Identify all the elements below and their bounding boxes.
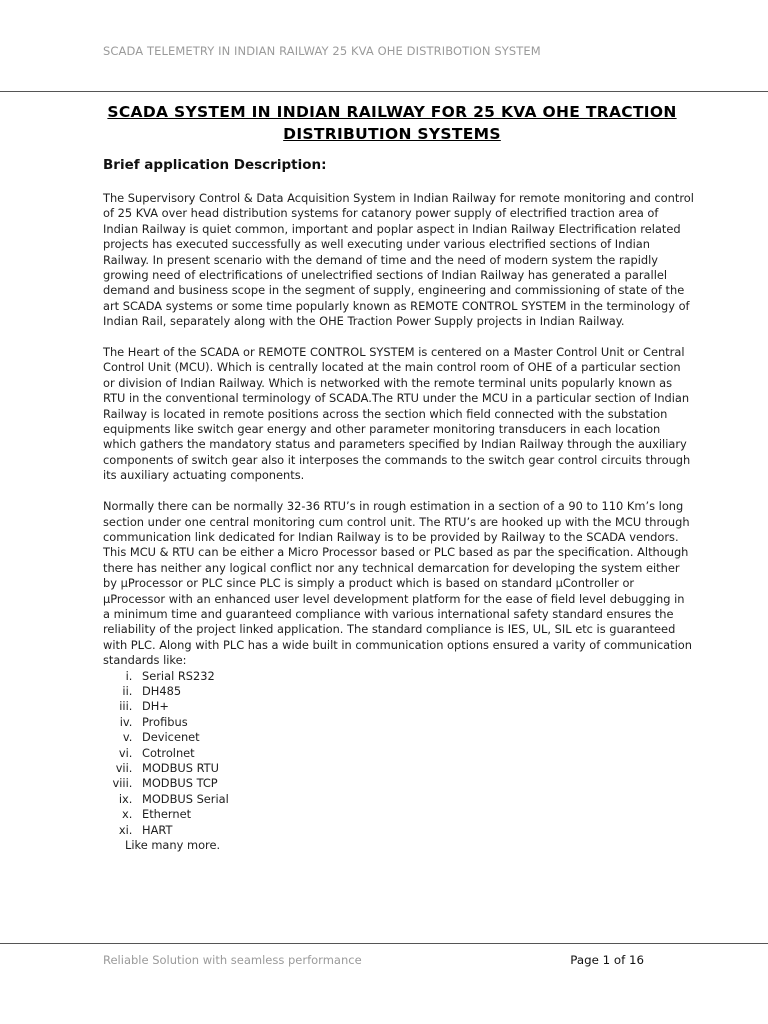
list-item: vi. Cotrolnet [136,746,695,761]
list-item: iii. DH+ [136,699,695,714]
list-item: xi. HART [136,823,695,838]
list-item: iv. Profibus [136,715,695,730]
list-item: ii. DH485 [136,684,695,699]
section-heading: Brief application Description: [103,157,327,173]
list-item: x. Ethernet [136,807,695,822]
page-number: Page 1 of 16 [570,953,644,967]
list-item: v. Devicenet [136,730,695,745]
page-header: SCADA TELEMETRY IN INDIAN RAILWAY 25 KVA OHE DISTRIBOTION SYSTEM [103,44,541,58]
header-rule [0,91,768,92]
paragraph-rtu: Normally there can be normally 32-36 RTU’s in rough estimation in a section of a 90 to 110 Km’s long section under one central monitoring cum control unit. The RTU’s are hooked up with the MCU through communication link dedicated for Indian Railway is to be provided by Railway to the SCADA vendors. This MCU & RTU can be either a Micro Processor based or PLC based as par the specification. Although there has neither any logical conflict nor any technical demarcation for developing the system either by µProcessor or PLC since PLC is simply a product which is based on standard µController or µProcessor with an enhanced user level development platform for the ease of field level debugging in a minimum time and guaranteed compliance with various international safety standard ensures the reliability of the project linked application. The standard compliance is IES, UL, SIL etc is guaranteed with PLC. Along with PLC has a wide built in communication options ensured a varity of communication standards like: [103,499,692,668]
closing-text: Like many more. [125,838,221,853]
paragraph-heart: The Heart of the SCADA or REMOTE CONTROL SYSTEM is centered on a Master Control Unit or Central Control Unit (MCU). Which is centrally located at the main control room of OHE of a particular section or division of Indian Railway. Which is networked with the remote terminal units popularly known as RTU in the conventional terminology of SCADA.The RTU under the MCU in a particular section of Indian Railway is located in remote positions across the section which field connected with the substation equipments like switch gear energy and other parameter monitoring transducers in each location which gathers the mandatory status and parameters specified by Indian Railway through the auxiliary components of switch gear also it interposes the commands to the switch gear control circuits through its auxiliary actuating components. [103,345,691,483]
list-item: i. Serial RS232 [136,669,695,684]
standards-list [103,669,695,838]
document-title: SCADA SYSTEM IN INDIAN RAILWAY FOR 25 KVA OHE TRACTION DISTRIBUTION SYSTEMS [107,103,677,143]
footer-tagline: Reliable Solution with seamless performance [103,953,362,967]
document-body [103,191,695,853]
list-item: ix. MODBUS Serial [136,792,695,807]
list-item: viii. MODBUS TCP [136,776,695,791]
footer-rule [0,943,768,944]
paragraph-intro: The Supervisory Control & Data Acquisition System in Indian Railway for remote monitoring and control of 25 KVA over head distribution systems for catanory power supply of electrified traction area of Indian Railway is quiet common, important and poplar aspect in Indian Railway Electrification related projects has executed successfully as well executing under various electrified sections of Indian Railway. In present scenario with the demand of time and the need of modern system the rapidly growing need of electrifications of unelectrified sections of Indian Railway has generated a parallel demand and business scope in the segment of supply, engineering and commissioning of state of the art SCADA systems or some time popularly known as REMOTE CONTROL SYSTEM in the terminology of Indian Rail, separately along with the OHE Traction Power Supply projects in Indian Railway. [103,191,694,329]
list-item: vii. MODBUS RTU [136,761,695,776]
